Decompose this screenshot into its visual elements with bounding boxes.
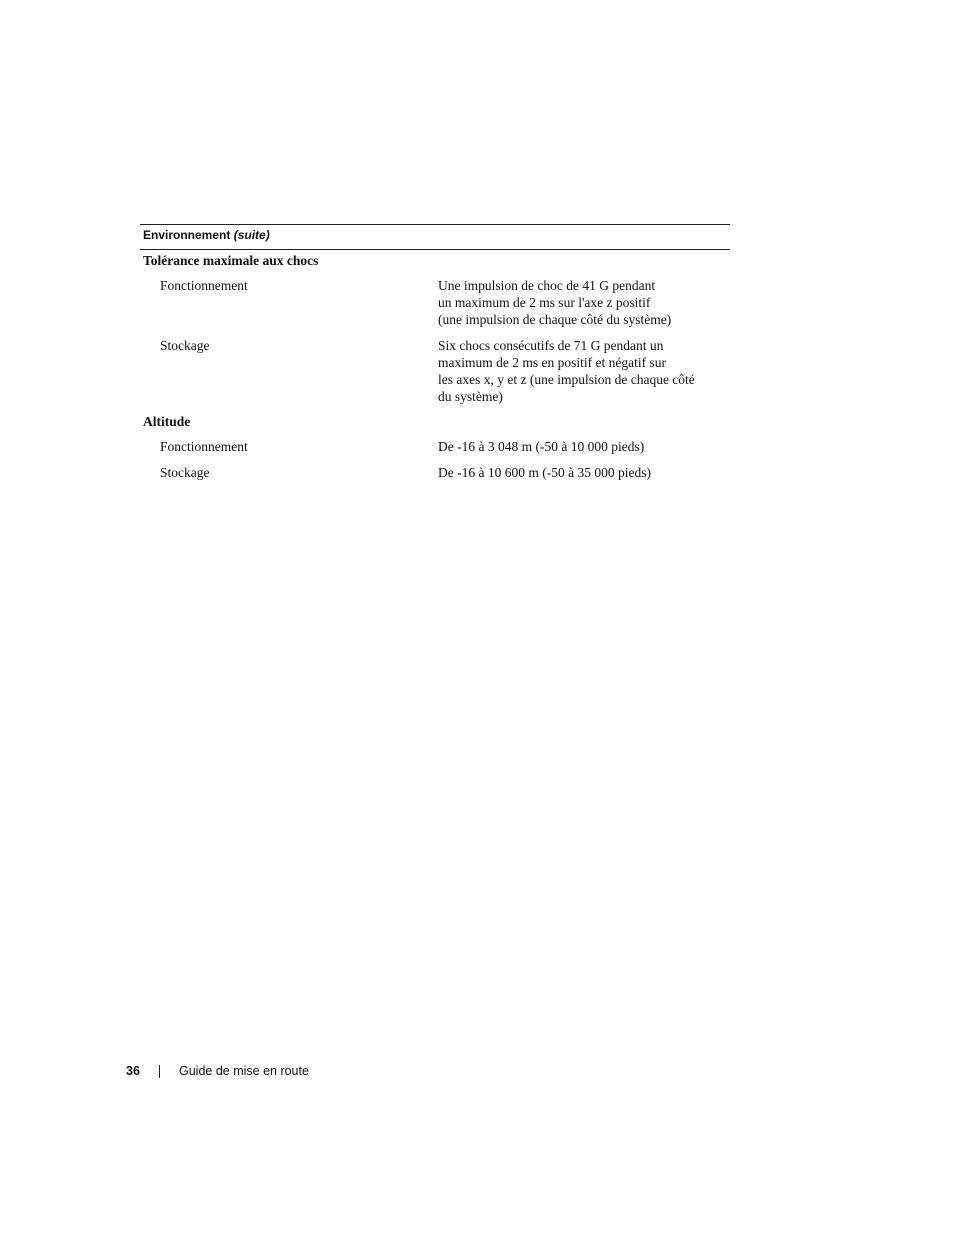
section-title-shock: Tolérance maximale aux chocs [143,253,319,268]
table-row [140,277,730,329]
row-value [438,464,730,481]
row-value [438,277,730,329]
row-label: Fonctionnement [160,278,248,293]
row-value [438,438,730,455]
table-header-rule [140,249,730,250]
row-value [438,337,730,406]
row-value-line: Une impulsion de choc de 41 G pendant [438,278,656,293]
table-row [140,464,730,481]
table-row [140,438,730,455]
row-label: Stockage [160,337,210,353]
row-value-line: un maximum de 2 ms sur l'axe z positif [438,295,651,311]
table-header-title: Environnement [143,228,231,242]
row-value-line: les axes x, y et z (une impulsion de chaque côté [438,372,695,388]
row-value-line: De -16 à 10 600 m (-50 à 35 000 pieds) [438,464,651,480]
environment-spec-table [140,224,730,489]
row-label: Fonctionnement [160,439,248,455]
table-header [140,225,730,249]
row-value-line: Six chocs consécutifs de 71 G pendant un [438,337,664,353]
row-value-line: De -16 à 3 048 m (-50 à 10 000 pieds) [438,439,645,455]
footer-separator [159,1065,160,1078]
table-header-suffix: (suite) [233,228,270,242]
row-label: Stockage [160,464,210,480]
page-number: 36 [126,1064,140,1078]
page-footer [126,1062,309,1080]
row-value-line: maximum de 2 ms en positif et négatif sur [438,354,666,370]
section-title-altitude: Altitude [143,414,191,430]
table-row [140,337,730,406]
row-value-line: du système) [438,389,503,405]
footer-title: Guide de mise en route [179,1064,309,1078]
row-value-line: (une impulsion de chaque côté du système) [438,312,672,328]
